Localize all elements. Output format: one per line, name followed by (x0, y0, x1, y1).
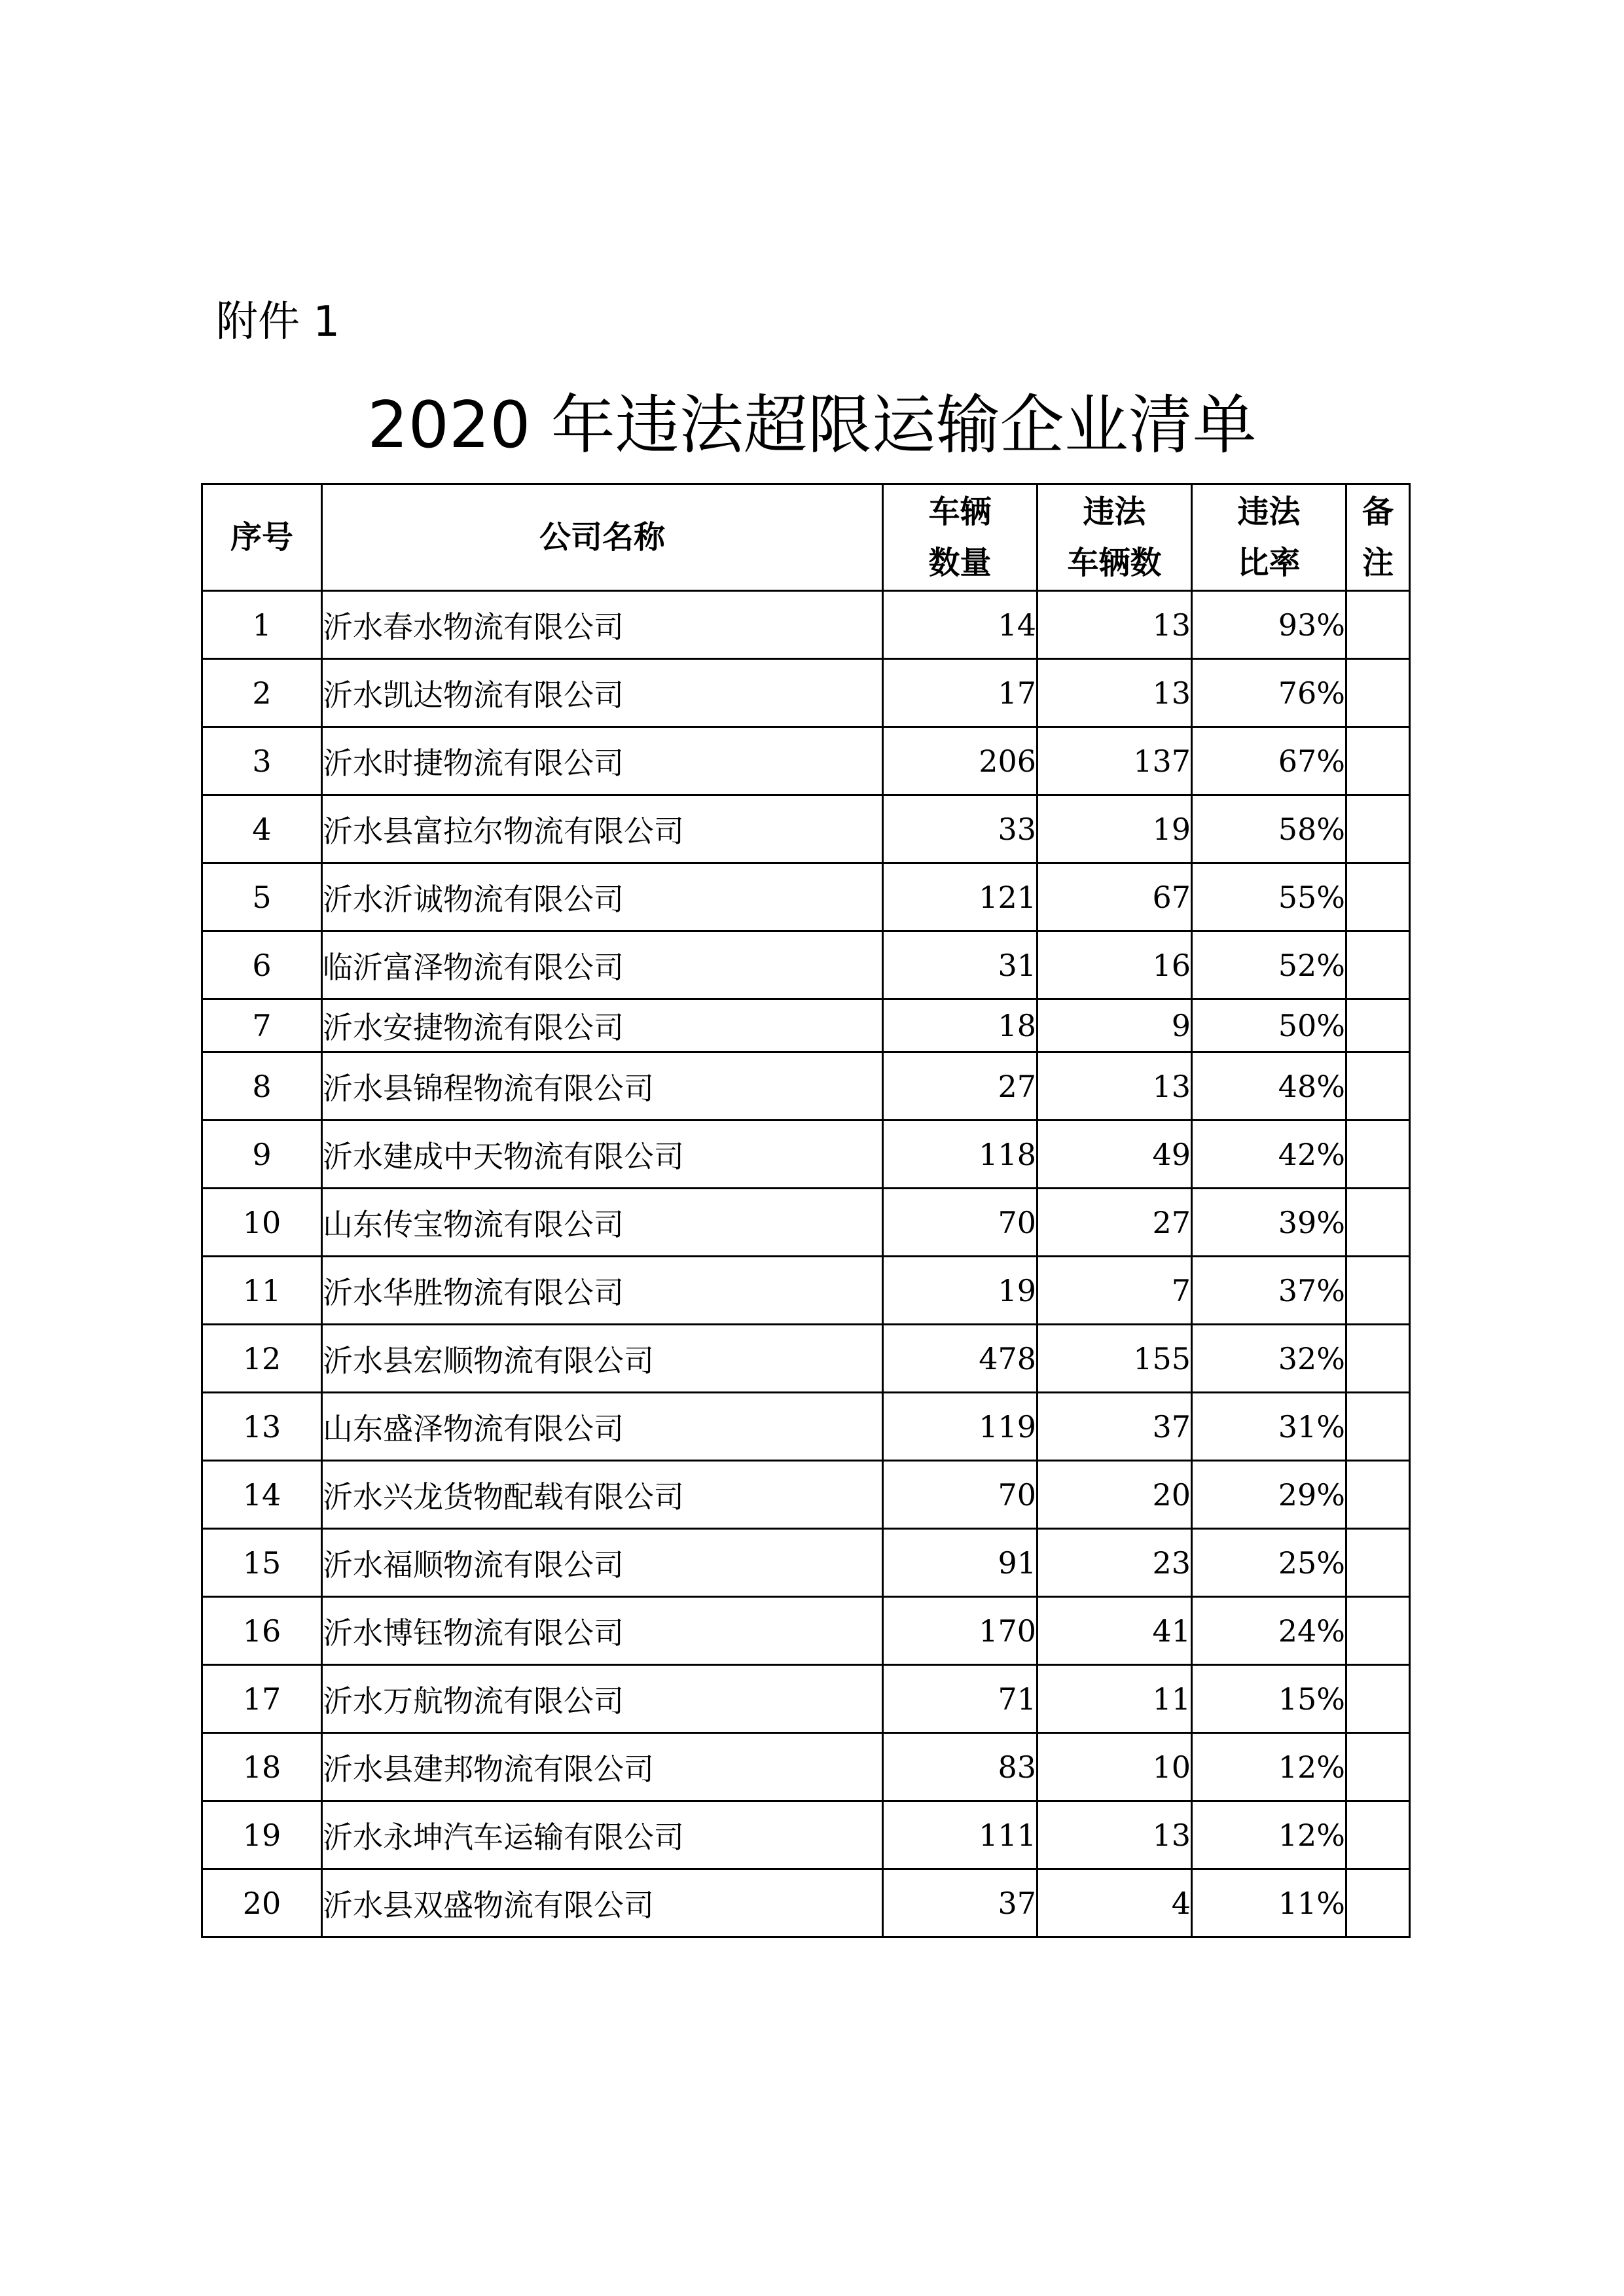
cell-illegal: 13 (1038, 591, 1192, 659)
cell-rate: 42% (1192, 1121, 1346, 1189)
cell-rate: 12% (1192, 1801, 1346, 1869)
header-vehicles-line2: 数量 (928, 545, 992, 581)
header-rate-line2: 比率 (1237, 545, 1301, 581)
header-vehicles-line1: 车辆 (928, 493, 992, 530)
cell-company: 沂水博钰物流有限公司 (322, 1597, 883, 1665)
cell-company: 沂水福顺物流有限公司 (322, 1529, 883, 1597)
cell-remark (1346, 659, 1410, 727)
cell-company: 沂水县建邦物流有限公司 (322, 1733, 883, 1801)
header-illegal (1038, 484, 1192, 591)
cell-no: 20 (202, 1869, 322, 1937)
cell-rate: 50% (1192, 999, 1346, 1052)
cell-illegal: 10 (1038, 1733, 1192, 1801)
cell-company: 山东盛泽物流有限公司 (322, 1393, 883, 1461)
cell-company: 沂水永坤汽车运输有限公司 (322, 1801, 883, 1869)
cell-remark (1346, 1597, 1410, 1665)
cell-illegal: 16 (1038, 931, 1192, 999)
cell-remark (1346, 1801, 1410, 1869)
cell-illegal: 9 (1038, 999, 1192, 1052)
cell-rate: 37% (1192, 1257, 1346, 1325)
cell-company: 沂水安捷物流有限公司 (322, 999, 883, 1052)
cell-vehicles: 70 (883, 1461, 1038, 1529)
header-rate (1192, 484, 1346, 591)
cell-rate: 93% (1192, 591, 1346, 659)
cell-no: 4 (202, 795, 322, 863)
cell-company: 沂水县宏顺物流有限公司 (322, 1325, 883, 1393)
cell-illegal: 13 (1038, 659, 1192, 727)
cell-vehicles: 119 (883, 1393, 1038, 1461)
table-row (202, 1121, 1410, 1189)
cell-vehicles: 14 (883, 591, 1038, 659)
table-row (202, 795, 1410, 863)
cell-rate: 11% (1192, 1869, 1346, 1937)
cell-company: 沂水华胜物流有限公司 (322, 1257, 883, 1325)
cell-rate: 48% (1192, 1052, 1346, 1121)
table-row (202, 659, 1410, 727)
cell-no: 13 (202, 1393, 322, 1461)
header-rate-line1: 违法 (1237, 493, 1301, 530)
cell-rate: 76% (1192, 659, 1346, 727)
cell-no: 15 (202, 1529, 322, 1597)
cell-rate: 24% (1192, 1597, 1346, 1665)
cell-remark (1346, 1869, 1410, 1937)
cell-vehicles: 17 (883, 659, 1038, 727)
cell-vehicles: 37 (883, 1869, 1038, 1937)
cell-vehicles: 91 (883, 1529, 1038, 1597)
table-row (202, 1461, 1410, 1529)
cell-remark (1346, 1189, 1410, 1257)
cell-remark (1346, 1257, 1410, 1325)
cell-illegal: 155 (1038, 1325, 1192, 1393)
cell-rate: 39% (1192, 1189, 1346, 1257)
cell-remark (1346, 1393, 1410, 1461)
table-row (202, 1597, 1410, 1665)
cell-vehicles: 71 (883, 1665, 1038, 1733)
cell-illegal: 19 (1038, 795, 1192, 863)
cell-no: 9 (202, 1121, 322, 1189)
table-row (202, 1325, 1410, 1393)
header-illegal-line1: 违法 (1083, 493, 1146, 530)
cell-remark (1346, 863, 1410, 931)
cell-company: 沂水兴龙货物配载有限公司 (322, 1461, 883, 1529)
cell-vehicles: 206 (883, 727, 1038, 795)
cell-company: 沂水时捷物流有限公司 (322, 727, 883, 795)
cell-remark (1346, 1665, 1410, 1733)
cell-company: 山东传宝物流有限公司 (322, 1189, 883, 1257)
header-company: 公司名称 (322, 484, 883, 591)
table-row (202, 1189, 1410, 1257)
table-row (202, 1393, 1410, 1461)
cell-no: 14 (202, 1461, 322, 1529)
table-row (202, 1869, 1410, 1937)
cell-remark (1346, 1733, 1410, 1801)
cell-no: 10 (202, 1189, 322, 1257)
cell-illegal: 67 (1038, 863, 1192, 931)
table-row (202, 931, 1410, 999)
table-row (202, 591, 1410, 659)
cell-no: 17 (202, 1665, 322, 1733)
attachment-label: 附件 1 (216, 298, 340, 346)
cell-remark (1346, 1529, 1410, 1597)
cell-company: 沂水凯达物流有限公司 (322, 659, 883, 727)
cell-remark (1346, 1325, 1410, 1393)
cell-remark (1346, 931, 1410, 999)
table-row (202, 1529, 1410, 1597)
cell-illegal: 20 (1038, 1461, 1192, 1529)
cell-vehicles: 478 (883, 1325, 1038, 1393)
cell-illegal: 137 (1038, 727, 1192, 795)
enterprise-table (201, 483, 1411, 1938)
cell-company: 沂水万航物流有限公司 (322, 1665, 883, 1733)
header-illegal-line2: 车辆数 (1067, 545, 1162, 581)
document-title: 2020 年违法超限运输企业清单 (367, 388, 1257, 463)
cell-no: 7 (202, 999, 322, 1052)
cell-rate: 32% (1192, 1325, 1346, 1393)
cell-rate: 29% (1192, 1461, 1346, 1529)
cell-no: 8 (202, 1052, 322, 1121)
cell-no: 3 (202, 727, 322, 795)
cell-vehicles: 70 (883, 1189, 1038, 1257)
cell-no: 12 (202, 1325, 322, 1393)
cell-illegal: 49 (1038, 1121, 1192, 1189)
cell-company: 沂水建成中天物流有限公司 (322, 1121, 883, 1189)
cell-no: 18 (202, 1733, 322, 1801)
cell-illegal: 13 (1038, 1801, 1192, 1869)
cell-vehicles: 19 (883, 1257, 1038, 1325)
cell-remark (1346, 1052, 1410, 1121)
table-row (202, 727, 1410, 795)
cell-illegal: 4 (1038, 1869, 1192, 1937)
cell-no: 5 (202, 863, 322, 931)
cell-rate: 52% (1192, 931, 1346, 999)
cell-vehicles: 111 (883, 1801, 1038, 1869)
cell-no: 1 (202, 591, 322, 659)
cell-illegal: 41 (1038, 1597, 1192, 1665)
cell-illegal: 37 (1038, 1393, 1192, 1461)
cell-illegal: 23 (1038, 1529, 1192, 1597)
cell-illegal: 13 (1038, 1052, 1192, 1121)
table-row (202, 999, 1410, 1052)
cell-illegal: 7 (1038, 1257, 1192, 1325)
cell-vehicles: 31 (883, 931, 1038, 999)
table-row (202, 1052, 1410, 1121)
cell-rate: 31% (1192, 1393, 1346, 1461)
header-remark (1346, 484, 1410, 591)
cell-rate: 55% (1192, 863, 1346, 931)
cell-vehicles: 18 (883, 999, 1038, 1052)
cell-company: 临沂富泽物流有限公司 (322, 931, 883, 999)
cell-vehicles: 170 (883, 1597, 1038, 1665)
cell-no: 6 (202, 931, 322, 999)
cell-vehicles: 27 (883, 1052, 1038, 1121)
cell-remark (1346, 999, 1410, 1052)
cell-vehicles: 33 (883, 795, 1038, 863)
cell-rate: 12% (1192, 1733, 1346, 1801)
table-row (202, 863, 1410, 931)
cell-no: 16 (202, 1597, 322, 1665)
cell-rate: 67% (1192, 727, 1346, 795)
cell-company: 沂水沂诚物流有限公司 (322, 863, 883, 931)
cell-rate: 25% (1192, 1529, 1346, 1597)
cell-illegal: 11 (1038, 1665, 1192, 1733)
cell-no: 2 (202, 659, 322, 727)
table-row (202, 1665, 1410, 1733)
table-row (202, 1801, 1410, 1869)
header-remark-line1: 备 (1362, 493, 1394, 530)
cell-no: 19 (202, 1801, 322, 1869)
cell-remark (1346, 591, 1410, 659)
header-no: 序号 (202, 484, 322, 591)
cell-company: 沂水春水物流有限公司 (322, 591, 883, 659)
cell-no: 11 (202, 1257, 322, 1325)
table-row (202, 1733, 1410, 1801)
cell-remark (1346, 1461, 1410, 1529)
header-remark-line2: 注 (1362, 545, 1394, 581)
cell-company: 沂水县锦程物流有限公司 (322, 1052, 883, 1121)
cell-company: 沂水县双盛物流有限公司 (322, 1869, 883, 1937)
cell-rate: 58% (1192, 795, 1346, 863)
cell-remark (1346, 727, 1410, 795)
cell-company: 沂水县富拉尔物流有限公司 (322, 795, 883, 863)
cell-illegal: 27 (1038, 1189, 1192, 1257)
cell-vehicles: 118 (883, 1121, 1038, 1189)
table-header-row (202, 484, 1410, 591)
table-row (202, 1257, 1410, 1325)
cell-vehicles: 83 (883, 1733, 1038, 1801)
header-vehicles (883, 484, 1038, 591)
cell-remark (1346, 1121, 1410, 1189)
cell-vehicles: 121 (883, 863, 1038, 931)
cell-rate: 15% (1192, 1665, 1346, 1733)
cell-remark (1346, 795, 1410, 863)
